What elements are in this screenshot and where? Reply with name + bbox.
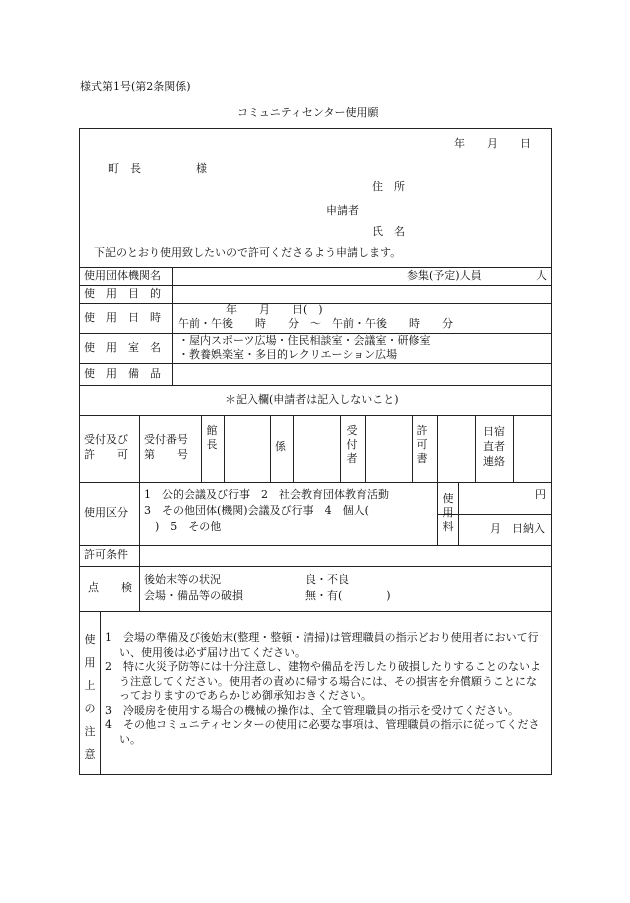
conditions-label: 許可条件 [84, 548, 128, 561]
line [79, 363, 552, 364]
fee-unit: 円 [535, 488, 546, 501]
line [172, 267, 173, 385]
document-title: コミュニティセンター使用願 [237, 106, 379, 119]
line [79, 267, 552, 268]
fee-label: 使用料 [442, 492, 454, 533]
receipt-number-label: 受付番号 [144, 433, 188, 446]
notes-label: 使用上の注意 [84, 633, 96, 761]
line [79, 385, 552, 386]
line [139, 415, 140, 611]
attendees-unit: 人 [536, 269, 547, 282]
line [100, 611, 101, 775]
addressee: 町 長 様 [108, 162, 207, 175]
line [340, 415, 341, 482]
line [412, 415, 413, 482]
line [79, 285, 552, 286]
datetime-label: 使 用 日 時 [84, 311, 161, 324]
line [293, 415, 294, 482]
night-duty-label-3: 連絡 [483, 455, 505, 468]
room-options-2: ・教養娯楽室・多目的レクリエーション広場 [178, 348, 398, 361]
line [458, 482, 459, 545]
category-options-2: 3 その他団体(機関)会議及び行事 4 個人( [144, 504, 369, 517]
line [201, 415, 202, 482]
line [437, 415, 438, 545]
datetime-date: 年 月 日( ) [226, 303, 323, 316]
applicant-label: 申請者 [326, 204, 359, 217]
note-item: 2 特に火災予防等には十分注意し、建物や備品を汚したり破損したりすることのないよう注意してください。使用者の責めに帰する場合には、その損害を弁償願うことになっておりますのであらかじめ御承知おきください。 [105, 660, 541, 702]
line [79, 482, 552, 483]
notes-list [105, 631, 546, 747]
address-label: 住 所 [372, 180, 405, 193]
line [79, 611, 552, 612]
permit-label: 許可書 [416, 424, 428, 465]
equipment-label: 使 用 備 品 [84, 367, 161, 380]
line [79, 545, 552, 546]
room-options-1: ・屋内スポーツ広場・住民相談室・会議室・研修室 [178, 334, 431, 347]
receiver-label: 受付者 [346, 424, 358, 465]
inspection-item-cleanup: 後始末等の状況 [144, 573, 221, 586]
note-item: 1 会場の準備及び後始末(整理・整頓・清掃)は管理職員の指示どおり使用者において行い、使用後は必ず届け出てください。 [105, 631, 539, 659]
name-label: 氏 名 [372, 225, 405, 238]
note-item: 3 冷暖房を使用する場合の機械の操作は、全て管理職員の指示を受けてください。 [105, 703, 519, 717]
datetime-time: 午前・午後 時 分 〜 午前・午後 時 分 [178, 317, 453, 330]
receipt-number-field: 第 号 [144, 448, 188, 461]
receipt-label-2: 許 可 [84, 448, 128, 461]
category-label: 使用区分 [84, 506, 128, 519]
line [79, 566, 552, 567]
line [475, 415, 476, 482]
office-heading: ＊記入欄(申請者は記入しないこと) [225, 393, 399, 406]
note-item: 4 その他コミュニティセンターの使用に必要な事項は、管理職員の指示に従ってください。 [105, 718, 540, 746]
attendees-label: 参集(予定)人員 [407, 269, 482, 282]
inspection-value-cleanup: 良・不良 [305, 573, 349, 586]
request-text: 下記のとおり使用致したいので許可くださるよう申請します。 [94, 246, 402, 259]
line [513, 415, 514, 482]
org-label: 使用団体機関名 [84, 269, 161, 282]
line [365, 415, 366, 482]
fee-payment-date: 月 日納入 [490, 522, 545, 535]
purpose-label: 使 用 目 的 [84, 287, 161, 300]
form-number: 様式第1号(第2条関係) [80, 80, 191, 93]
inspection-item-damage: 会場・備品等の破損 [144, 589, 243, 602]
inspection-label: 点 検 [88, 581, 132, 594]
night-duty-label-1: 日宿 [483, 425, 505, 438]
date-field: 年 月 日 [454, 137, 531, 150]
night-duty-label-2: 直者 [483, 440, 505, 453]
receipt-label: 受付及び [84, 433, 128, 446]
category-options-1: 1 公的会議及び行事 2 社会教育団体教育活動 [144, 488, 389, 501]
line [79, 415, 552, 416]
category-options-3: ) 5 その他 [144, 520, 222, 533]
room-label: 使 用 室 名 [84, 341, 161, 354]
line [270, 415, 271, 482]
director-label: 館長 [206, 424, 218, 451]
inspection-value-damage: 無・有( ) [305, 589, 391, 602]
line [224, 415, 225, 482]
staff-label: 係 [275, 440, 286, 453]
